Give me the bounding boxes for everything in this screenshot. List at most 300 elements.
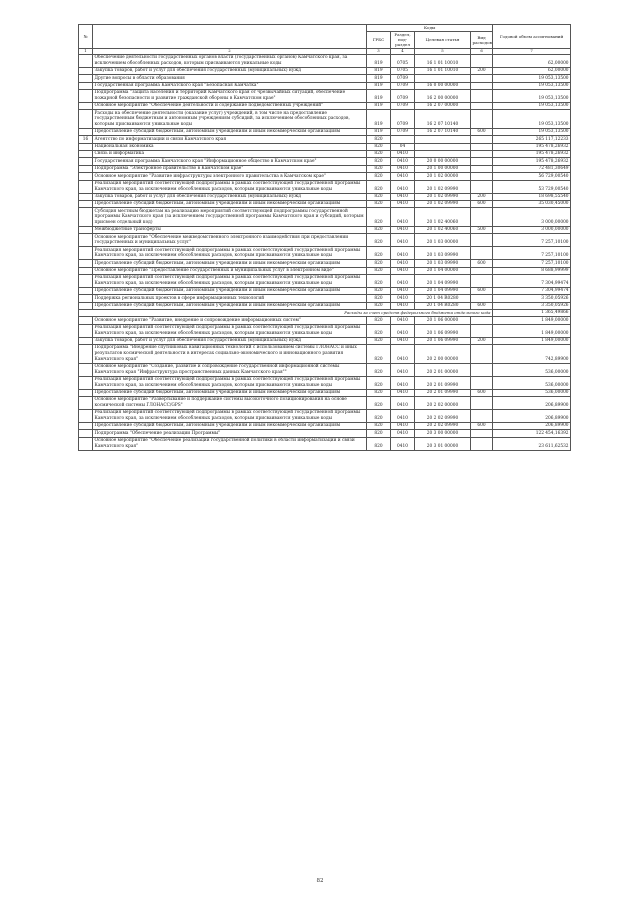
cell-amount: 56 729,00540	[493, 173, 571, 180]
cell-target-article: 16 2 07 10140	[415, 110, 471, 129]
cell-target-article: 16 1 01 10010	[415, 67, 471, 74]
cell-num	[79, 103, 93, 110]
cell-grbs: 820	[367, 247, 391, 260]
cell-num	[79, 200, 93, 207]
cell-num	[79, 430, 93, 437]
cell-expense-type	[471, 409, 493, 422]
cell-target-article: 20 2 02 09990	[415, 409, 471, 422]
cell-grbs: 820	[367, 260, 391, 267]
cell-expense-type: 600	[471, 200, 493, 207]
cell-amount: 3 000,00000	[493, 226, 571, 233]
table-row	[79, 324, 571, 337]
cell-target-article: 20 1 04 R0280	[415, 302, 471, 309]
cell-section: 0410	[391, 396, 415, 409]
cell-amount: 35 030,45000	[493, 200, 571, 207]
cell-name: Реализация мероприятий соответствующей подпрограммы в рамках соответствующей государственной программы Камчатского края, за исключением обособленных расходов, которым присваиваются уникальные коды	[93, 247, 367, 260]
cell-target-article: 16 1 01 10010	[415, 54, 471, 67]
table-row	[79, 54, 571, 67]
cell-amount: 72 481,30649	[493, 165, 571, 172]
cell-grbs: 820	[367, 422, 391, 429]
cell-num	[79, 376, 93, 389]
cell-amount: 7 257,10100	[493, 260, 571, 267]
cell-expense-type	[471, 90, 493, 103]
cell-grbs: 820	[367, 267, 391, 274]
cell-amount: 1 849,00000	[493, 337, 571, 344]
cell-section: 0410	[391, 151, 415, 158]
cell-grbs: 820	[367, 151, 391, 158]
cell-section: 0709	[391, 90, 415, 103]
cell-name: Государственная программа Камчатского края "Безопасная Камчатка"	[93, 82, 367, 89]
cell-name: Обеспечение деятельности государственных органов власти (государственных органов) Камчатского края, за исключением обособленных расходов, которым присваиваются уникальные коды	[93, 54, 367, 67]
cell-grbs: 819	[367, 103, 391, 110]
cell-name: Предоставление субсидий бюджетным, автономным учреждениям и иным некоммерческим организациям	[93, 422, 367, 429]
cell-grbs: 820	[367, 136, 391, 143]
cell-grbs: 820	[367, 345, 391, 364]
table-row	[79, 437, 571, 450]
table-row	[79, 200, 571, 207]
cell-section: 0709	[391, 75, 415, 82]
cell-target-article: 20 1 04 R0280	[415, 295, 471, 302]
cell-name: Предоставление субсидий бюджетным, автономным учреждениям и иным некоммерческим организациям	[93, 128, 367, 135]
cell-target-article: 16 2 00 00000	[415, 90, 471, 103]
cell-num	[79, 193, 93, 200]
cell-section: 0410	[391, 376, 415, 389]
table-row	[79, 345, 571, 364]
cell-section: 0410	[391, 274, 415, 287]
table-row	[79, 90, 571, 103]
cell-name: Основное мероприятие "Создание, развитие и сопровождение государственной информационной системы Камчатского края "Инфраструктура пространственных данных Камчатского края""	[93, 363, 367, 376]
cell-grbs: 819	[367, 75, 391, 82]
cell-section: 0705	[391, 67, 415, 74]
column-index: 1	[79, 48, 93, 54]
cell-expense-type: 500	[471, 226, 493, 233]
header-codes: Коды	[367, 25, 493, 32]
cell-amount: 19 053,13500	[493, 128, 571, 135]
cell-section: 04	[391, 143, 415, 150]
budget-table-body	[79, 54, 571, 450]
cell-expense-type	[471, 363, 493, 376]
cell-num	[79, 54, 93, 67]
cell-amount: 536,00000	[493, 363, 571, 376]
cell-name: Предоставление субсидий бюджетным, автономным учреждениям и иным некоммерческим организациям	[93, 287, 367, 294]
cell-name: Другие вопросы в области образования	[93, 75, 367, 82]
cell-name: Основное мероприятие "Предоставление государственных и муниципальных услуг в электронном виде"	[93, 267, 367, 274]
cell-section: 0410	[391, 226, 415, 233]
cell-section: 0410	[391, 267, 415, 274]
cell-grbs: 820	[367, 409, 391, 422]
cell-target-article: 20 1 03 09990	[415, 247, 471, 260]
cell-expense-type	[471, 110, 493, 129]
cell-name: Расходы на обеспечение деятельности (оказание услуг) учреждений, в том числе на предоставление государственным бюджетным и автономным учреждениям субсидий, за исключением обособленных расходов, которым присваиваются уникальные коды	[93, 110, 367, 129]
cell-section: 0410	[391, 389, 415, 396]
cell-grbs: 820	[367, 363, 391, 376]
cell-expense-type: 600	[471, 128, 493, 135]
cell-expense-type	[471, 437, 493, 450]
cell-target-article: 16 0 00 00000	[415, 82, 471, 89]
cell-target-article: 20 2 02 09990	[415, 422, 471, 429]
cell-name: Реализация мероприятий соответствующей подпрограммы в рамках соответствующей государственной программы Камчатского края, за исключением обособленных расходов, которым присваиваются уникальные коды	[93, 376, 367, 389]
cell-section: 0705	[391, 54, 415, 67]
cell-num	[79, 302, 93, 309]
cell-num	[79, 396, 93, 409]
cell-amount: 3 350,05926	[493, 302, 571, 309]
cell-expense-type: 600	[471, 302, 493, 309]
cell-section: 0410	[391, 337, 415, 344]
cell-grbs: 819	[367, 110, 391, 129]
table-row	[79, 430, 571, 437]
page-number: 82	[316, 878, 324, 884]
cell-target-article: 20 0 00 00000	[415, 158, 471, 165]
cell-num	[79, 260, 93, 267]
header-num: №	[79, 25, 93, 49]
cell-expense-type: 600	[471, 260, 493, 267]
cell-expense-type: 600	[471, 389, 493, 396]
cell-grbs: 820	[367, 226, 391, 233]
table-row	[79, 409, 571, 422]
cell-target-article: 20 1 03 00000	[415, 234, 471, 247]
table-row	[79, 389, 571, 396]
cell-grbs: 819	[367, 128, 391, 135]
cell-name: Основное мероприятие "Обеспечение межведомственного электронного взаимодействия при предоставлении государственных и муниципальных услуг"	[93, 234, 367, 247]
header-sum: Годовой объем ассигнований	[493, 25, 571, 49]
cell-amount: 3 350,05926	[493, 295, 571, 302]
cell-expense-type	[471, 247, 493, 260]
table-row	[79, 396, 571, 409]
header-name	[93, 25, 367, 49]
cell-name: Подпрограмма "Электронное правительство в Камчатском крае"	[93, 165, 367, 172]
cell-name: Реализация мероприятий соответствующей подпрограммы в рамках соответствующей государственной программы Камчатского края, за исключением обособленных расходов, которым присваиваются уникальные коды	[93, 409, 367, 422]
cell-target-article: 20 2 01 00000	[415, 363, 471, 376]
cell-name: Государственная программа Камчатского края "Информационное общество в Камчатском крае"	[93, 158, 367, 165]
cell-name: Предоставление субсидий бюджетным, автономным учреждениям и иным некоммерческим организациям	[93, 200, 367, 207]
cell-section: 0410	[391, 200, 415, 207]
cell-section: 0410	[391, 193, 415, 200]
cell-num	[79, 437, 93, 450]
cell-name: Межбюджетные трансферты	[93, 226, 367, 233]
cell-section: 0410	[391, 302, 415, 309]
cell-amount: 195 478,26932	[493, 143, 571, 150]
cell-num	[79, 422, 93, 429]
cell-grbs: 820	[367, 158, 391, 165]
cell-num	[79, 90, 93, 103]
cell-section: 0410	[391, 208, 415, 227]
cell-name: Подпрограмма "Внедрение спутниковых навигационных технологий с использованием системы ГЛОНАСС и иных результатов космической деятельности в интересах социально-экономического и инновационного развития Камчатского края"	[93, 345, 367, 364]
table-row	[79, 151, 571, 158]
cell-name: Подпрограмма "Защита населения и территорий Камчатского края от чрезвычайных ситуаций, обеспечение пожарной безопасности и развитие гражданской обороны в Камчатском крае"	[93, 90, 367, 103]
cell-amount: 62,00000	[493, 67, 571, 74]
cell-expense-type	[471, 54, 493, 67]
cell-expense-type	[471, 430, 493, 437]
header-vr: Вид расходов	[471, 31, 493, 48]
cell-num	[79, 110, 93, 129]
cell-amount: 195 478,26932	[493, 151, 571, 158]
cell-num	[79, 337, 93, 344]
cell-num	[79, 317, 93, 324]
cell-section: 0709	[391, 82, 415, 89]
cell-section	[391, 136, 415, 143]
cell-name: Предоставление субсидий бюджетным, автономным учреждениям и иным некоммерческим организациям	[93, 302, 367, 309]
cell-target-article: 20 1 00 00000	[415, 165, 471, 172]
cell-target-article: 20 2 02 00000	[415, 396, 471, 409]
cell-name: Основное мероприятие "Развитие, внедрение и сопровождение информационных систем"	[93, 317, 367, 324]
cell-grbs: 820	[367, 173, 391, 180]
cell-name: Реализация мероприятий соответствующей подпрограммы в рамках соответствующей государственной программы Камчатского края, за исключением обособленных расходов, которым присваиваются уникальные коды	[93, 274, 367, 287]
cell-grbs: 819	[367, 54, 391, 67]
cell-amount: 1 365,49866	[493, 310, 571, 317]
cell-section: 0410	[391, 345, 415, 364]
cell-target-article: 20 3 01 00000	[415, 437, 471, 450]
column-index: 6	[471, 48, 493, 54]
cell-name: Основное мероприятие "Обеспечение деятельности и содержание подведомственных учреждений"	[93, 103, 367, 110]
cell-section: 0410	[391, 437, 415, 450]
table-row	[79, 247, 571, 260]
cell-amount: 19 053,13500	[493, 75, 571, 82]
cell-expense-type: 200	[471, 193, 493, 200]
cell-name: Закупка товаров, работ и услуг для обеспечения государственных (муниципальных) нужд	[93, 67, 367, 74]
cell-grbs: 820	[367, 143, 391, 150]
cell-section: 0410	[391, 363, 415, 376]
cell-num	[79, 247, 93, 260]
cell-amount: 19 053,13500	[493, 82, 571, 89]
cell-expense-type	[471, 396, 493, 409]
cell-grbs: 820	[367, 295, 391, 302]
cell-amount: 195 478,26932	[493, 158, 571, 165]
header-grbs: ГРБС	[367, 31, 391, 48]
column-index: 5	[415, 48, 471, 54]
cell-amount: 7 304,99474	[493, 274, 571, 287]
cell-grbs: 820	[367, 200, 391, 207]
cell-section: 0709	[391, 128, 415, 135]
table-row	[79, 158, 571, 165]
cell-num	[79, 363, 93, 376]
cell-section: 0410	[391, 247, 415, 260]
table-row	[79, 193, 571, 200]
cell-target-article: 16 2 07 00000	[415, 103, 471, 110]
budget-table	[78, 24, 571, 451]
cell-num	[79, 345, 93, 364]
cell-name: Предоставление субсидий бюджетным, автономным учреждениям и иным некоммерческим организациям	[93, 260, 367, 267]
cell-section: 0410	[391, 158, 415, 165]
cell-expense-type	[471, 151, 493, 158]
cell-section: 0410	[391, 234, 415, 247]
cell-expense-type	[471, 103, 493, 110]
cell-note: Расходы за счет средств федерального бюджета отдельного кода	[79, 310, 493, 317]
cell-grbs: 820	[367, 396, 391, 409]
cell-num: 16	[79, 136, 93, 143]
cell-section: 0410	[391, 260, 415, 267]
cell-grbs: 820	[367, 437, 391, 450]
cell-grbs: 820	[367, 430, 391, 437]
cell-section: 0410	[391, 173, 415, 180]
cell-section: 0410	[391, 287, 415, 294]
cell-num	[79, 208, 93, 227]
cell-num	[79, 173, 93, 180]
cell-amount: 62,00000	[493, 54, 571, 67]
cell-amount: 7 304,99474	[493, 287, 571, 294]
cell-name: Основное мероприятие "Развертывание и поддержание системы высокоточного позиционирования на основе космической системы ГЛОНАСС/GPS"	[93, 396, 367, 409]
cell-amount: 19 053,13500	[493, 103, 571, 110]
cell-target-article: 20 1 02 40060	[415, 208, 471, 227]
cell-target-article: 20 1 04 00000	[415, 267, 471, 274]
cell-amount: 265 117,12233	[493, 136, 571, 143]
cell-amount: 3 000,00000	[493, 208, 571, 227]
cell-amount: 53 729,00540	[493, 180, 571, 193]
table-header-row	[79, 25, 571, 32]
table-row	[79, 234, 571, 247]
cell-num	[79, 234, 93, 247]
cell-grbs: 820	[367, 193, 391, 200]
cell-num	[79, 267, 93, 274]
cell-num	[79, 324, 93, 337]
table-row	[79, 208, 571, 227]
cell-name: Закупка товаров, работ и услуг для обеспечения государственных (муниципальных) нужд	[93, 193, 367, 200]
cell-target-article: 20 1 04 09990	[415, 274, 471, 287]
header-rz: Раздел, под-раздел	[391, 31, 415, 48]
cell-expense-type: 200	[471, 67, 493, 74]
table-row	[79, 67, 571, 74]
cell-grbs: 820	[367, 389, 391, 396]
cell-section: 0410	[391, 317, 415, 324]
cell-section: 0410	[391, 422, 415, 429]
cell-expense-type	[471, 143, 493, 150]
cell-section: 0410	[391, 324, 415, 337]
table-row	[79, 165, 571, 172]
cell-expense-type	[471, 267, 493, 274]
cell-amount: 206,89900	[493, 396, 571, 409]
cell-target-article: 20 2 01 09990	[415, 389, 471, 396]
cell-target-article: 20 1 02 09990	[415, 200, 471, 207]
table-row	[79, 287, 571, 294]
cell-grbs: 820	[367, 165, 391, 172]
cell-name: Основное мероприятие "Обеспечение реализации государственной политики в области информатизации и связи Камчатского края"	[93, 437, 367, 450]
cell-amount: 742,89900	[493, 345, 571, 364]
cell-expense-type	[471, 208, 493, 227]
cell-target-article: 20 1 06 09990	[415, 324, 471, 337]
table-row	[79, 75, 571, 82]
table-row	[79, 337, 571, 344]
cell-grbs: 820	[367, 180, 391, 193]
cell-grbs: 820	[367, 234, 391, 247]
table-row	[79, 128, 571, 135]
cell-target-article: 20 1 02 09990	[415, 193, 471, 200]
cell-target-article: 20 2 01 09990	[415, 376, 471, 389]
cell-target-article: 16 2 07 10140	[415, 128, 471, 135]
cell-grbs: 820	[367, 208, 391, 227]
cell-num	[79, 389, 93, 396]
cell-target-article: 20 2 00 00000	[415, 345, 471, 364]
cell-section: 0709	[391, 103, 415, 110]
cell-amount: 1 849,00000	[493, 324, 571, 337]
table-row	[79, 317, 571, 324]
cell-expense-type	[471, 317, 493, 324]
cell-name: Поддержка региональных проектов в сфере информационных технологий	[93, 295, 367, 302]
table-row	[79, 180, 571, 193]
cell-expense-type	[471, 295, 493, 302]
cell-expense-type	[471, 274, 493, 287]
cell-amount: 122 454,16392	[493, 430, 571, 437]
cell-grbs: 820	[367, 337, 391, 344]
cell-target-article	[415, 75, 471, 82]
column-index: 7	[493, 48, 571, 54]
cell-num	[79, 274, 93, 287]
cell-amount: 536,00000	[493, 389, 571, 396]
cell-amount: 206,89900	[493, 409, 571, 422]
table-row	[79, 376, 571, 389]
cell-grbs: 820	[367, 324, 391, 337]
cell-num	[79, 295, 93, 302]
cell-name: Национальная экономика	[93, 143, 367, 150]
cell-expense-type	[471, 173, 493, 180]
cell-amount: 23 611,62532	[493, 437, 571, 450]
cell-target-article	[415, 136, 471, 143]
cell-expense-type	[471, 180, 493, 193]
table-row	[79, 267, 571, 274]
cell-grbs: 820	[367, 376, 391, 389]
cell-amount: 1 849,00000	[493, 317, 571, 324]
cell-expense-type	[471, 234, 493, 247]
cell-name: Подпрограмма "Обеспечение реализации Программы"	[93, 430, 367, 437]
cell-num	[79, 165, 93, 172]
cell-expense-type	[471, 376, 493, 389]
cell-num	[79, 158, 93, 165]
cell-section: 0709	[391, 110, 415, 129]
cell-grbs: 819	[367, 82, 391, 89]
cell-target-article: 20 1 04 09990	[415, 287, 471, 294]
column-index: 2	[93, 48, 367, 54]
table-row	[79, 422, 571, 429]
cell-amount: 536,00000	[493, 376, 571, 389]
cell-amount: 18 698,55540	[493, 193, 571, 200]
cell-amount: 19 053,13500	[493, 90, 571, 103]
cell-expense-type	[471, 324, 493, 337]
table-row	[79, 226, 571, 233]
cell-grbs: 820	[367, 317, 391, 324]
table-row	[79, 143, 571, 150]
cell-amount: 206,89900	[493, 422, 571, 429]
cell-expense-type: 600	[471, 287, 493, 294]
cell-target-article: 20 3 00 00000	[415, 430, 471, 437]
cell-target-article	[415, 143, 471, 150]
cell-expense-type	[471, 75, 493, 82]
table-row	[79, 302, 571, 309]
cell-expense-type	[471, 82, 493, 89]
table-row	[79, 363, 571, 376]
table-row	[79, 173, 571, 180]
cell-name: Закупка товаров, работ и услуг для обеспечения государственных (муниципальных) нужд	[93, 337, 367, 344]
cell-expense-type	[471, 136, 493, 143]
cell-name: Реализация мероприятий соответствующей подпрограммы в рамках соответствующей государственной программы Камчатского края, за исключением обособленных расходов, которым присваиваются уникальные коды	[93, 180, 367, 193]
cell-name: Реализация мероприятий соответствующей подпрограммы в рамках соответствующей государственной программы Камчатского края, за исключением обособленных расходов, которым присваиваются уникальные коды	[93, 324, 367, 337]
cell-name: Предоставление субсидий бюджетным, автономным учреждениям и иным некоммерческим организациям	[93, 389, 367, 396]
cell-grbs: 820	[367, 274, 391, 287]
table-row	[79, 295, 571, 302]
cell-target-article: 20 1 02 00000	[415, 173, 471, 180]
cell-name: Связь и информатика	[93, 151, 367, 158]
cell-num	[79, 75, 93, 82]
cell-name: Основное мероприятие "Развитие инфраструктуры электронного правительства в Камчатском крае"	[93, 173, 367, 180]
cell-amount: 19 053,13500	[493, 110, 571, 129]
cell-target-article: 20 1 06 00000	[415, 317, 471, 324]
cell-num	[79, 67, 93, 74]
cell-section: 0410	[391, 409, 415, 422]
header-cs: Целевая статья	[415, 31, 471, 48]
table-row	[79, 310, 571, 317]
table-row	[79, 136, 571, 143]
cell-amount: 7 257,10100	[493, 234, 571, 247]
cell-target-article: 20 1 02 09990	[415, 180, 471, 193]
cell-target-article: 20 1 02 40060	[415, 226, 471, 233]
cell-num	[79, 409, 93, 422]
